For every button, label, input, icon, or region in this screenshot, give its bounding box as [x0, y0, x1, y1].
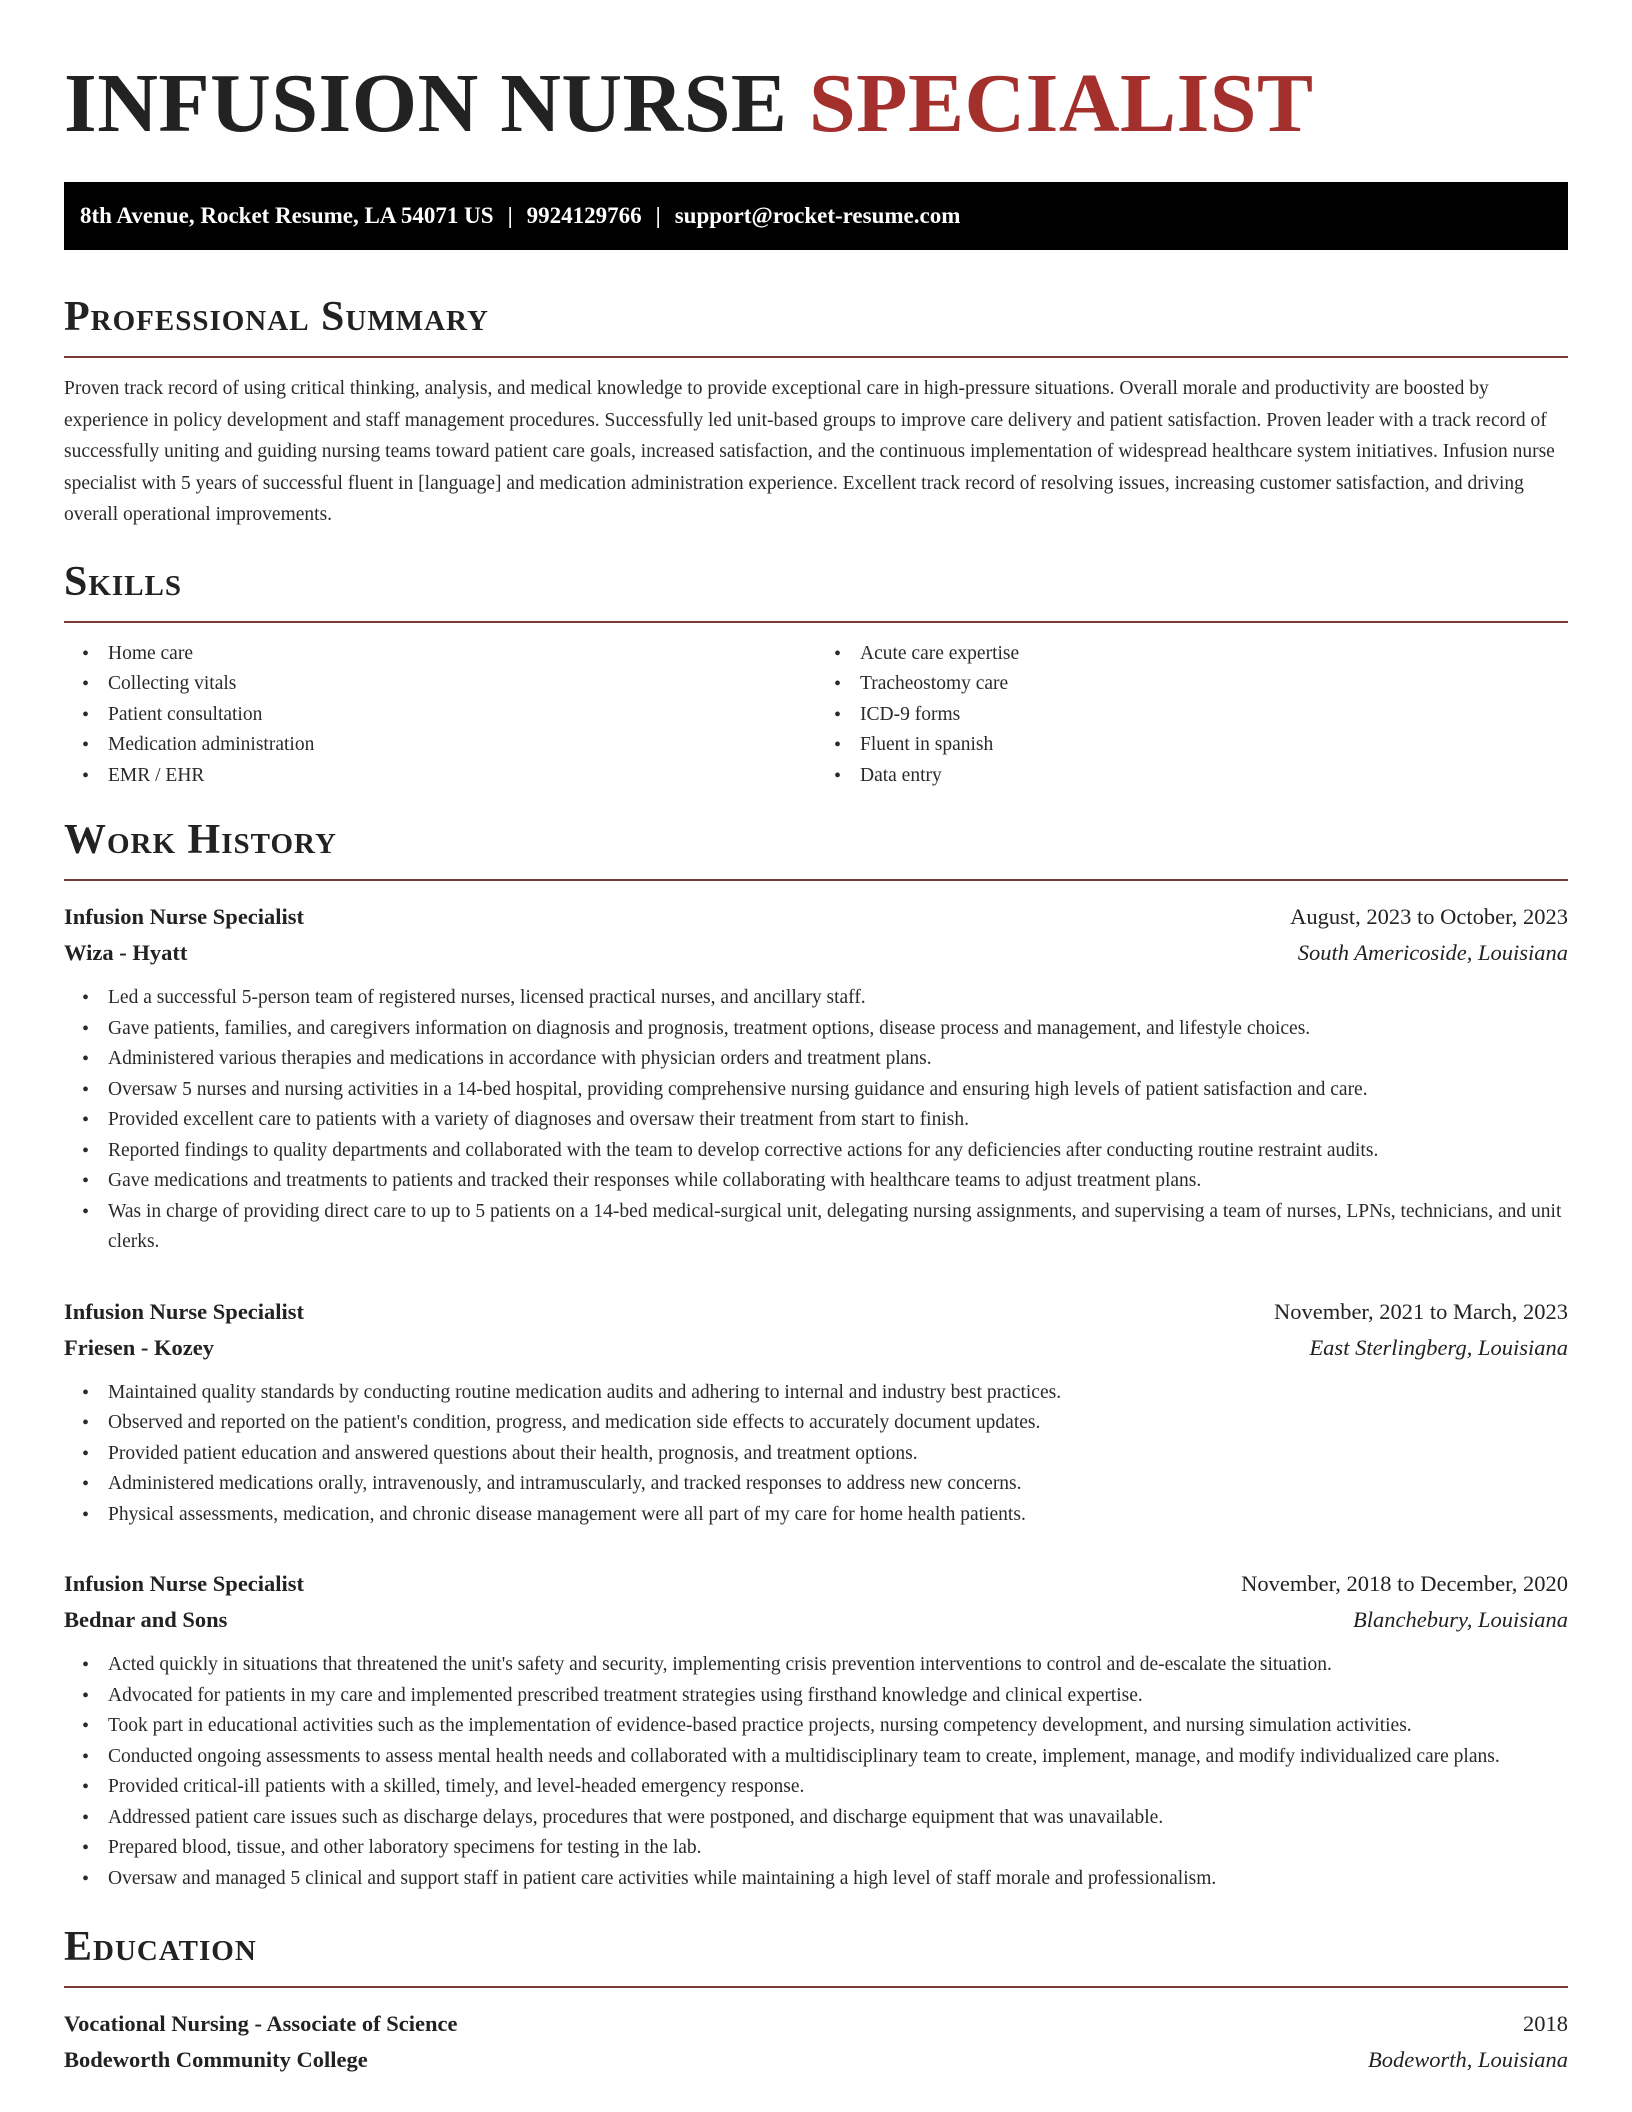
job-dates: November, 2018 to December, 2020 — [1241, 1571, 1568, 1596]
skills-column-right — [816, 639, 1568, 792]
job-header-row — [64, 899, 1568, 935]
job-company: Wiza - Hyatt — [64, 940, 188, 965]
job-bullet: • Addressed patient care issues such as discharge delays, procedures that were postponed, and discharge equipment that was unavailable. — [108, 1803, 1568, 1834]
job-company-row — [64, 1330, 1568, 1366]
summary-text: Proven track record of using critical thinking, analysis, and medical knowledge to provide exceptional care in high-pressure situations. Overall morale and productivity are boosted by experience in policy development and staff management procedures. Successfully led unit-based groups to improve care delivery and patient satisfaction. Proven leader with a track record of successfully uniting and guiding nursing teams toward patient care goals, increased satisfaction, and the continuous implementation of widespread healthcare system initiatives. Infusion nurse specialist with 5 years of successful fluent in [language] and medication administration experience. Excellent track record of resolving issues, increasing customer satisfaction, and driving overall operational improvements. — [64, 378, 1555, 525]
job-bullets — [64, 983, 1568, 1258]
job-bullet: • Reported findings to quality departments and collaborated with the team to develop corrective actions for any deficiencies after conducting routine restraint audits. — [108, 1136, 1568, 1167]
education-school-row — [64, 2042, 1568, 2078]
job-bullet: • Observed and reported on the patient's condition, progress, and medication side effects to accurately document updates. — [108, 1408, 1568, 1439]
skill-item: • Patient consultation — [108, 700, 816, 731]
job-bullet: • Maintained quality standards by conducting routine medication audits and adhering to internal and industry best practices. — [108, 1378, 1568, 1409]
job-role: Infusion Nurse Specialist — [64, 904, 305, 929]
education-school: Bodeworth Community College — [64, 2047, 368, 2072]
job-bullet: • Provided critical-ill patients with a skilled, timely, and level-headed emergency response. — [108, 1772, 1568, 1803]
job-dates: November, 2021 to March, 2023 — [1273, 1298, 1568, 1324]
job-bullet: • Administered medications orally, intravenously, and intramuscularly, and tracked responses to address new concerns. — [108, 1469, 1568, 1500]
job-bullet: • Advocated for patients in my care and implemented prescribed treatment strategies using firsthand knowledge and clinical expertise. — [108, 1681, 1568, 1712]
job-bullet: • Conducted ongoing assessments to assess mental health needs and collaborated with a multidisciplinary team to create, implement, manage, and modify individualized care plans. — [108, 1742, 1568, 1773]
job-bullet: • Took part in educational activities such as the implementation of evidence-based practice projects, nursing competency development, and nursing simulation activities. — [108, 1711, 1568, 1742]
section-title-summary: Professional Summary — [64, 292, 1568, 358]
job-bullet: • Was in charge of providing direct care to up to 5 patients on a 14-bed medical-surgical unit, delegating nursing assignments, and supervising a team of nurses, LPNs, technicians, and unit clerks. — [108, 1197, 1568, 1258]
skill-item: • Data entry — [860, 761, 1568, 792]
job-bullet: • Physical assessments, medication, and chronic disease management were all part of my care for home health patients. — [108, 1500, 1568, 1531]
resume-page — [64, 0, 1568, 2078]
job-role: Infusion Nurse Specialist — [64, 1298, 305, 1324]
job-bullet: • Prepared blood, tissue, and other laboratory specimens for testing in the lab. — [108, 1833, 1568, 1864]
skills-grid — [64, 639, 1568, 792]
contact-address: 8th Avenue, Rocket Resume, LA 54071 US — [80, 203, 494, 228]
contact-separator: | — [507, 203, 513, 228]
section-title-work-history: Work History — [64, 815, 1568, 881]
job-bullet: • Oversaw 5 nurses and nursing activities in a 14-bed hospital, providing comprehensive nursing guidance and ensuring high levels of patient satisfaction and care. — [108, 1075, 1568, 1106]
job-bullet: • Gave medications and treatments to patients and tracked their responses while collaborating with healthcare teams to adjust treatment plans. — [108, 1166, 1568, 1197]
job-bullet: • Acted quickly in situations that threatened the unit's safety and security, implementing crisis prevention interventions to control and de-escalate the situation. — [108, 1650, 1568, 1681]
job-bullets — [64, 1650, 1568, 1894]
education-location: Bodeworth, Louisiana — [1367, 2047, 1568, 2072]
section-title-skills: Skills — [64, 557, 1568, 623]
job-company-row — [64, 935, 1568, 971]
job-header-row — [64, 1294, 1568, 1330]
contact-email: support@rocket-resume.com — [674, 203, 961, 228]
job-bullet: • Oversaw and managed 5 clinical and support staff in patient care activities while maintaining a high level of staff morale and professionalism. — [108, 1864, 1568, 1895]
job-bullet: • Provided patient education and answered questions about their health, prognosis, and treatment options. — [108, 1439, 1568, 1470]
skill-item: • Tracheostomy care — [860, 669, 1568, 700]
skills-column-left — [64, 639, 816, 792]
section-title-education: Education — [64, 1922, 1568, 1988]
job-bullet: • Provided excellent care to patients with a variety of diagnoses and oversaw their treatment from start to finish. — [108, 1105, 1568, 1136]
contact-bar — [64, 182, 1568, 250]
job-header-row — [64, 1566, 1568, 1602]
job-role: Infusion Nurse Specialist — [64, 1571, 305, 1596]
job-dates: August, 2023 to October, 2023 — [1290, 904, 1568, 929]
contact-separator: | — [655, 203, 661, 228]
title-main: INFUSION NURSE — [64, 57, 809, 150]
education-degree-row — [64, 2006, 1568, 2042]
skill-item: • Home care — [108, 639, 816, 670]
job-location: South Americoside, Louisiana — [1297, 940, 1568, 965]
skill-item: • EMR / EHR — [108, 761, 816, 792]
education-degree: Vocational Nursing - Associate of Science — [64, 2011, 458, 2036]
resume-title — [64, 58, 1568, 150]
job-entry — [64, 899, 1568, 1258]
job-entry — [64, 1566, 1568, 1894]
job-bullet: • Administered various therapies and medications in accordance with physician orders and treatment plans. — [108, 1044, 1568, 1075]
job-location: Blanchebury, Louisiana — [1353, 1607, 1568, 1632]
job-entry — [64, 1294, 1568, 1531]
skill-item: • ICD-9 forms — [860, 700, 1568, 731]
education-entry — [64, 2006, 1568, 2078]
education-year: 2018 — [1523, 2011, 1568, 2036]
skill-item: • Collecting vitals — [108, 669, 816, 700]
job-company: Friesen - Kozey — [64, 1334, 214, 1360]
job-company-row — [64, 1602, 1568, 1638]
skill-item: • Acute care expertise — [860, 639, 1568, 670]
title-accent: SPECIALIST — [808, 57, 1314, 150]
job-bullet: • Led a successful 5-person team of registered nurses, licensed practical nurses, and ancillary staff. — [108, 983, 1568, 1014]
job-bullet: • Gave patients, families, and caregivers information on diagnosis and prognosis, treatment options, disease process and management, and lifestyle choices. — [108, 1014, 1568, 1045]
skill-item: • Medication administration — [108, 730, 816, 761]
job-location: East Sterlingberg, Louisiana — [1309, 1334, 1568, 1360]
skill-item: • Fluent in spanish — [860, 730, 1568, 761]
job-bullets — [64, 1378, 1568, 1531]
job-company: Bednar and Sons — [64, 1607, 228, 1632]
contact-phone: 9924129766 — [526, 203, 642, 228]
